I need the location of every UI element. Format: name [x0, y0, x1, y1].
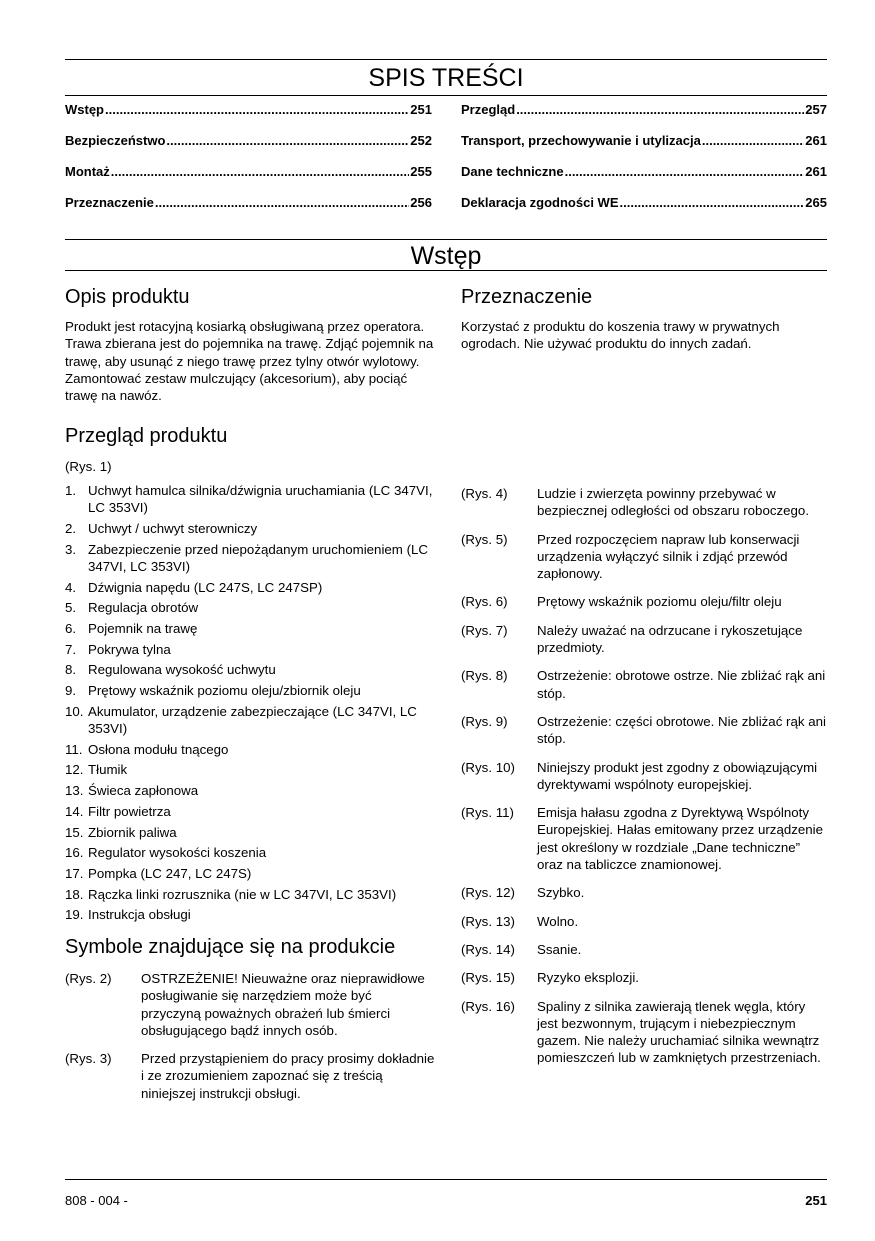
symbol-text: Przed rozpoczęciem napraw lub konserwacji urządzenia wyłączyć silnik i zdjąć przewód zapłonowy.	[537, 531, 800, 582]
item-number: 2.	[65, 520, 77, 536]
symbol-item	[65, 1050, 435, 1102]
toc-leader-dots	[166, 133, 409, 148]
symbol-item	[461, 913, 827, 930]
figure-ref: (Rys. 14)	[461, 941, 515, 957]
figure-ref: (Rys. 10)	[461, 759, 515, 775]
toc-entry[interactable]	[65, 195, 432, 226]
symbol-text: Ostrzeżenie: obrotowe ostrze. Nie zbliżać rąk ani stóp.	[537, 668, 826, 701]
toc-entry-page: 252	[410, 133, 432, 148]
toc-entry[interactable]	[461, 133, 827, 164]
item-number: 15.	[65, 824, 84, 840]
item-text: Uchwyt hamulca silnika/dźwignia uruchamiania (LC 347VI, LC 353VI)	[88, 483, 433, 516]
symbol-item	[461, 969, 827, 986]
symbol-text: Ostrzeżenie: części obrotowe. Nie zbliżać rąk ani stóp.	[537, 713, 826, 747]
toc-entry-page: 251	[410, 102, 432, 117]
section-top-rule	[65, 239, 827, 240]
symbol-text: Ludzie i zwierzęta powinny przebywać w bezpiecznej odległości od obszaru roboczego.	[537, 486, 810, 519]
toc-leader-dots	[620, 195, 805, 210]
toc-entry[interactable]	[65, 133, 432, 164]
toc-leader-dots	[155, 195, 409, 210]
symbol-item	[461, 759, 827, 794]
symbol-text: Emisja hałasu zgodna z Dyrektywą Wspólnoty Europejskiej. Hałas emitowany przez urządzenie jest określony w rozdziale „Dane techniczne” oraz na tabliczce znamionowej.	[537, 805, 824, 873]
figure-ref: (Rys. 3)	[65, 1051, 112, 1067]
przeznaczenie-text: Korzystać z produktu do koszenia trawy w prywatnych ogrodach. Nie używać produktu do innych zadań.	[461, 319, 780, 352]
item-text: Dźwignia napędu (LC 247S, LC 247SP)	[88, 579, 323, 595]
symbol-item	[461, 998, 827, 1067]
item-text: Tłumik	[88, 762, 128, 778]
item-number: 19.	[65, 907, 84, 923]
item-text: Regulacja obrotów	[88, 600, 199, 616]
item-number: 5.	[65, 600, 77, 616]
toc-entry[interactable]	[65, 164, 432, 195]
list-item	[65, 741, 435, 758]
figure-ref: (Rys. 2)	[65, 971, 112, 986]
list-item	[65, 782, 435, 799]
toc-leader-dots	[105, 102, 409, 117]
toc-entry-label: Przeznaczenie	[65, 195, 154, 210]
symbol-item	[461, 622, 827, 657]
list-item	[65, 482, 435, 517]
page-number: 251	[805, 1193, 827, 1208]
symbol-item	[65, 970, 435, 1039]
item-number: 9.	[65, 683, 77, 699]
item-text: Prętowy wskaźnik poziomu oleju/zbiornik oleju	[88, 683, 361, 699]
item-number: 11.	[65, 741, 83, 757]
opis-text: Produkt jest rotacyjną kosiarką obsługiwaną przez operatora. Trawa zbierana jest do pojemnika na trawę. Zdjąć pojemnik na trawę, aby usunąć z niego trawę przez tylny otwór wylotowy. Zamontować zestaw mulczujący (akcesorium), aby pociąć trawę na nawóz.	[65, 319, 434, 404]
figure-ref: (Rys. 12)	[461, 885, 515, 901]
toc-entry-page: 261	[805, 164, 827, 179]
list-item	[65, 541, 435, 576]
symbol-item	[461, 804, 827, 873]
toc-entry-label: Montaż	[65, 164, 110, 179]
list-item	[65, 761, 435, 778]
item-text: Rączka linki rozrusznika (nie w LC 347VI, LC 353VI)	[88, 886, 397, 902]
toc-left-column	[65, 102, 432, 226]
toc-title: SPIS TREŚCI	[368, 64, 524, 92]
toc-entry-page: 257	[805, 102, 827, 117]
section-bottom-rule	[65, 270, 827, 271]
symbol-item	[461, 593, 827, 610]
toc-leader-dots	[702, 133, 804, 148]
symbol-text: Niniejszy produkt jest zgodny z obowiązującymi dyrektywami wspólnoty europejskiej.	[537, 759, 818, 792]
item-text: Regulowana wysokość uchwytu	[88, 662, 276, 678]
item-number: 18.	[65, 886, 84, 902]
toc-entry-label: Przegląd	[461, 102, 516, 117]
symbol-item	[461, 941, 827, 958]
list-item	[65, 579, 435, 596]
footer-rule	[65, 1179, 827, 1180]
item-text: Pojemnik na trawę	[88, 621, 198, 637]
footer-doc-code: 808 - 004 -	[65, 1193, 128, 1208]
item-text: Pompka (LC 247, LC 247S)	[88, 865, 252, 881]
list-item	[65, 824, 435, 841]
symbol-text: Przed przystąpieniem do pracy prosimy dokładnie i ze zrozumieniem zapoznać się z treścią niniejszej instrukcji obsługi.	[141, 1051, 435, 1101]
toc-entry-label: Dane techniczne	[461, 164, 564, 179]
list-item	[65, 599, 435, 616]
przeglad-heading: Przegląd produktu	[65, 425, 228, 447]
toc-leader-dots	[111, 164, 410, 179]
figure-ref: (Rys. 5)	[461, 531, 508, 547]
section-title: Wstęp	[410, 242, 482, 270]
symbol-item	[461, 667, 827, 702]
figure-ref: (Rys. 4)	[461, 486, 508, 501]
symbols-right-list	[461, 485, 827, 1067]
list-item	[65, 703, 435, 738]
figure-ref: (Rys. 8)	[461, 668, 508, 684]
figure-ref: (Rys. 15)	[461, 970, 515, 986]
symbol-text: Szybko.	[537, 885, 585, 901]
symbole-heading: Symbole znajdujące się na produkcie	[65, 936, 396, 958]
list-item	[65, 620, 435, 637]
symbol-item	[461, 884, 827, 901]
item-number: 14.	[65, 803, 84, 819]
figure-ref: (Rys. 1)	[65, 459, 112, 474]
symbols-left-list	[65, 970, 435, 1102]
symbol-text: Ssanie.	[537, 941, 582, 957]
list-item	[65, 803, 435, 820]
figure-ref: (Rys. 9)	[461, 713, 508, 729]
toc-leader-dots	[516, 102, 804, 117]
item-text: Instrukcja obsługi	[88, 907, 191, 923]
item-text: Zabezpieczenie przed niepożądanym uruchomieniem (LC 347VI, LC 353VI)	[88, 541, 428, 574]
item-number: 8.	[65, 662, 77, 678]
parts-list	[65, 482, 435, 927]
toc-entry-label: Wstęp	[65, 102, 104, 117]
symbol-item	[461, 531, 827, 583]
przeznaczenie-heading: Przeznaczenie	[461, 286, 593, 308]
symbol-text: Spaliny z silnika zawierają tlenek węgla, który jest bezwonnym, trującym i niebezpiecznym gazem. Nie należy uruchamiać silnika wewnątrz pomieszczeń lub w zamkniętych przestrzeniach.	[537, 998, 821, 1066]
symbol-item	[461, 485, 827, 520]
item-number: 1.	[65, 483, 77, 498]
opis-heading: Opis produktu	[65, 286, 190, 308]
item-number: 17.	[65, 865, 84, 881]
list-item	[65, 641, 435, 658]
toc-title-rule	[65, 95, 827, 96]
list-item	[65, 844, 435, 861]
symbol-text: Ryzyko eksplozji.	[537, 970, 639, 986]
figure-ref: (Rys. 13)	[461, 913, 515, 929]
toc-entry[interactable]	[461, 195, 827, 226]
toc-entry-label: Transport, przechowywanie i utylizacja	[461, 133, 701, 148]
figure-ref: (Rys. 6)	[461, 594, 508, 610]
list-item	[65, 682, 435, 699]
toc-leader-dots	[565, 164, 805, 179]
symbol-text: Prętowy wskaźnik poziomu oleju/filtr oleju	[537, 594, 782, 610]
figure-ref: (Rys. 11)	[461, 805, 514, 821]
toc-entry-page: 261	[805, 133, 827, 148]
toc-entry-page: 265	[805, 195, 827, 210]
item-number: 16.	[65, 845, 84, 861]
item-text: Uchwyt / uchwyt sterowniczy	[88, 520, 258, 536]
item-number: 4.	[65, 579, 77, 595]
list-item	[65, 520, 435, 537]
toc-entry-label: Deklaracja zgodności WE	[461, 195, 619, 210]
list-item	[65, 865, 435, 882]
top-rule	[65, 59, 827, 60]
item-text: Akumulator, urządzenie zabezpieczające (LC 347VI, LC 353VI)	[88, 703, 417, 737]
item-text: Filtr powietrza	[88, 803, 171, 819]
toc-entry-page: 256	[410, 195, 432, 210]
toc-entry[interactable]	[461, 102, 827, 133]
item-text: Osłona modułu tnącego	[88, 741, 229, 757]
toc-entry-label: Bezpieczeństwo	[65, 133, 166, 148]
list-item	[65, 906, 435, 923]
figure-ref: (Rys. 7)	[461, 622, 508, 638]
item-number: 3.	[65, 541, 77, 557]
item-number: 12.	[65, 762, 84, 778]
symbol-text: Należy uważać na odrzucane i rykoszetujące przedmioty.	[537, 622, 803, 656]
item-number: 13.	[65, 783, 84, 799]
item-number: 10.	[65, 703, 84, 719]
toc-right-column	[461, 102, 827, 226]
symbol-text: OSTRZEŻENIE! Nieuważne oraz nieprawidłowe posługiwanie się narzędziem może być przyczyną poważnych obrażeń lub śmierci obsługującego bądź innych osób.	[141, 971, 425, 1038]
item-text: Pokrywa tylna	[88, 641, 171, 657]
item-text: Świeca zapłonowa	[88, 783, 199, 799]
item-number: 7.	[65, 641, 77, 657]
item-text: Regulator wysokości koszenia	[88, 845, 267, 861]
list-item	[65, 886, 435, 903]
toc-entry-page: 255	[410, 164, 432, 179]
toc-entry[interactable]	[65, 102, 432, 133]
item-number: 6.	[65, 621, 77, 637]
symbol-item	[461, 713, 827, 748]
symbol-text: Wolno.	[537, 913, 579, 929]
item-text: Zbiornik paliwa	[88, 824, 177, 840]
toc-entry[interactable]	[461, 164, 827, 195]
figure-ref: (Rys. 16)	[461, 998, 515, 1014]
list-item	[65, 661, 435, 678]
